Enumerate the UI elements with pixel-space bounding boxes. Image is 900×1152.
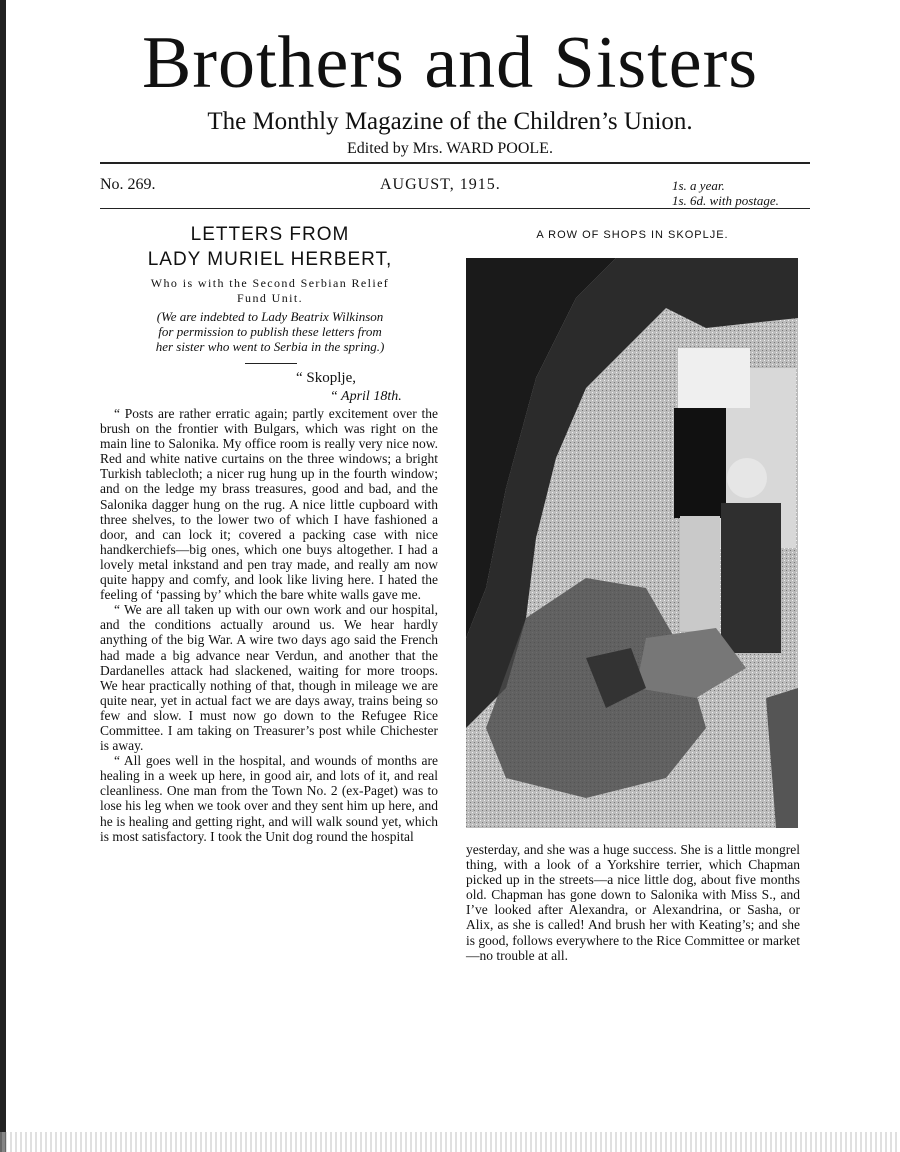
letter-date: “ April 18th. <box>330 389 402 404</box>
photo-image <box>466 258 798 828</box>
letter-place: “ Skoplje, <box>296 370 356 386</box>
article-byline-line1: Who is with the Second Serbian Relief <box>150 276 390 290</box>
photo-caption: A ROW OF SHOPS IN SKOPLJE. <box>536 229 729 241</box>
shop-row-photo <box>466 258 798 828</box>
divider-rule <box>245 363 297 364</box>
scan-noise <box>0 1132 900 1152</box>
subscription-prices <box>672 178 779 208</box>
header-rule-top <box>100 162 810 164</box>
paragraph-2: “ We are all taken up with our own work and our hospital, and the conditions actually around us. We hear hardly anything of the big War. A wire two days ago said the French had made a big advance near Verdun, and another that the Dardanelles attack had slackened, waiting for more troops. We hear practically nothing of that, though in mileage we are quite near, yet in actual fact we are days away, trains being so few and slow. I must now go down to the Refugee Rice Committee. I am taking on Treasurer’s post while Chichester is away. <box>100 602 438 754</box>
issue-number: No. 269. <box>100 176 156 193</box>
paragraph-1: “ Posts are rather erratic again; partly excitement over the brush on the frontier with Bulgars, which was right on the main line to Salonika. My office room is really very nice now. Red and white native curtains on the three windows; a bright Turkish tablecloth; a nicer rug hung up in the fourth window; and on the ledge my brass treasures, good and bad, and the Salonika dagger hung on the rug. A nice little cupboard with three shelves, to the lower two of which I have fashioned a door, and can lock it; covered a packing case with nice handkerchiefs—big ones, which one buys altogether. I had a lovely metal inkstand and pen tray made, and really am now quite happy and comfy, and look like living here. I hated the feeling of ‘passing by’ which the bare white walls gave me. <box>100 406 438 603</box>
editor-line: Edited by Mrs. WARD POOLE. <box>347 140 553 157</box>
issue-date: AUGUST, 1915. <box>380 176 501 193</box>
article-byline-line2: Fund Unit. <box>236 291 303 305</box>
article-note-line1: (We are indebted to Lady Beatrix Wilkinson <box>156 309 384 324</box>
page-edge-bar <box>0 0 6 1152</box>
paragraph-continuation: yesterday, and she was a huge success. She is a little mongrel thing, with a look of a Yorkshire terrier, which Chapman picked up in the streets—a nice little dog, about five months old. Chapman has gone down to Salonika with Miss S., and I’ve looked after Alexandra, or Alexandrina, or Sasha, or Alix, as she is called! And brush her with Keating’s; and she is good, follows everywhere to the Rice Committee or market—no trouble at all. <box>466 842 800 963</box>
masthead-subtitle: The Monthly Magazine of the Children’s Union. <box>207 108 693 135</box>
article-column-left <box>100 406 438 844</box>
header-rule-bottom <box>100 208 810 209</box>
price-year: 1s. a year. <box>672 178 725 193</box>
article-note-line2: for permission to publish these letters from <box>158 324 382 339</box>
article-title-line1: LETTERS FROM <box>190 224 350 245</box>
masthead-title: Brothers and Sisters <box>141 22 759 104</box>
article-note-line3: her sister who went to Serbia in the spring.) <box>155 339 385 354</box>
price-postage: 1s. 6d. with postage. <box>672 193 779 208</box>
paragraph-3: “ All goes well in the hospital, and wounds of months are healing in a week up here, in good air, and lots of it, and real cleanliness. One man from the Town No. 2 (ex-Paget) was to lose his leg when we took over and they sent him up here, and he is healing and getting right, and will walk sound yet, which is most satisfactory. I took the Unit dog round the hospital <box>100 753 438 844</box>
article-column-right <box>466 842 800 963</box>
article-title-line2: LADY MURIEL HERBERT, <box>147 249 393 270</box>
